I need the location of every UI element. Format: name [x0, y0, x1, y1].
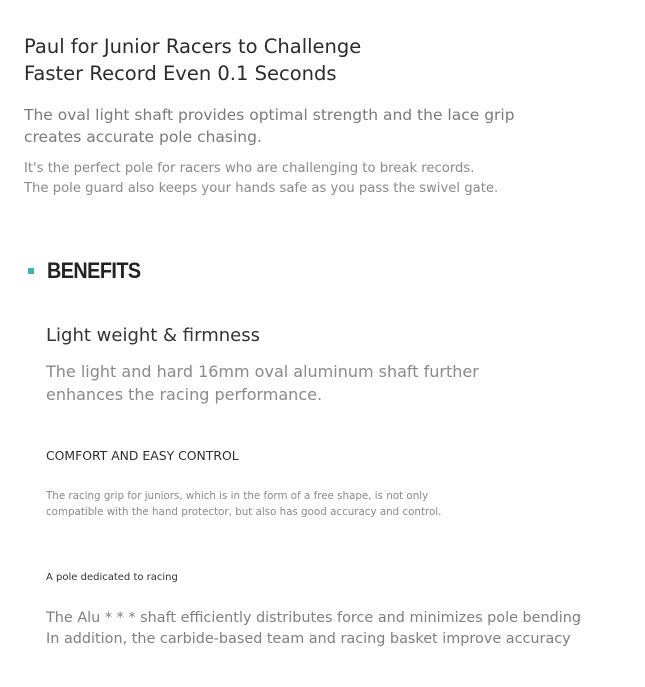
intro-lead-line-1: The oval light shaft provides optimal strength and the lace grip	[24, 106, 515, 124]
control-benefit-line-2: compatible with the hand protector, but also has good accuracy and control.	[46, 505, 442, 518]
benefits-heading	[28, 258, 151, 284]
weight-benefit-line-2: enhances the racing performance.	[46, 385, 323, 404]
weight-benefit-description	[46, 360, 626, 406]
intro-lead-paragraph	[24, 104, 624, 148]
control-benefit-line-1: The racing grip for juniors, which is in the form of a free shape, is not only	[46, 490, 429, 502]
weight-benefit-title: Light weight & firmness	[46, 325, 261, 346]
intro-body-paragraph	[24, 159, 624, 199]
racing-pole-line-1: The Alu * * * shaft efficiently distributes force and minimizes pole bending	[46, 610, 581, 626]
weight-benefit-line-1: The light and hard 16mm oval aluminum shaft further	[46, 362, 479, 381]
intro-body-line-2: The pole guard also keeps your hands safe as you pass the swivel gate.	[24, 181, 499, 196]
square-bullet-icon	[28, 268, 34, 274]
headline-line-1: Paul for Junior Racers to Challenge	[24, 35, 362, 58]
headline-line-2: Faster Record Even 0.1 Seconds	[24, 62, 337, 85]
racing-pole-title: A pole dedicated to racing	[46, 572, 178, 583]
racing-pole-line-2: In addition, the carbide-based team and racing basket improve accuracy	[46, 630, 571, 647]
headline	[24, 33, 624, 87]
control-benefit-title: COMFORT AND EASY CONTROL	[46, 448, 239, 463]
benefits-heading-label: BENEFITS	[47, 258, 141, 283]
control-benefit-description	[46, 489, 606, 520]
intro-lead-line-2: creates accurate pole chasing.	[24, 128, 262, 146]
racing-pole-description	[46, 608, 626, 649]
intro-body-line-1: It's the perfect pole for racers who are challenging to break records.	[24, 161, 475, 176]
